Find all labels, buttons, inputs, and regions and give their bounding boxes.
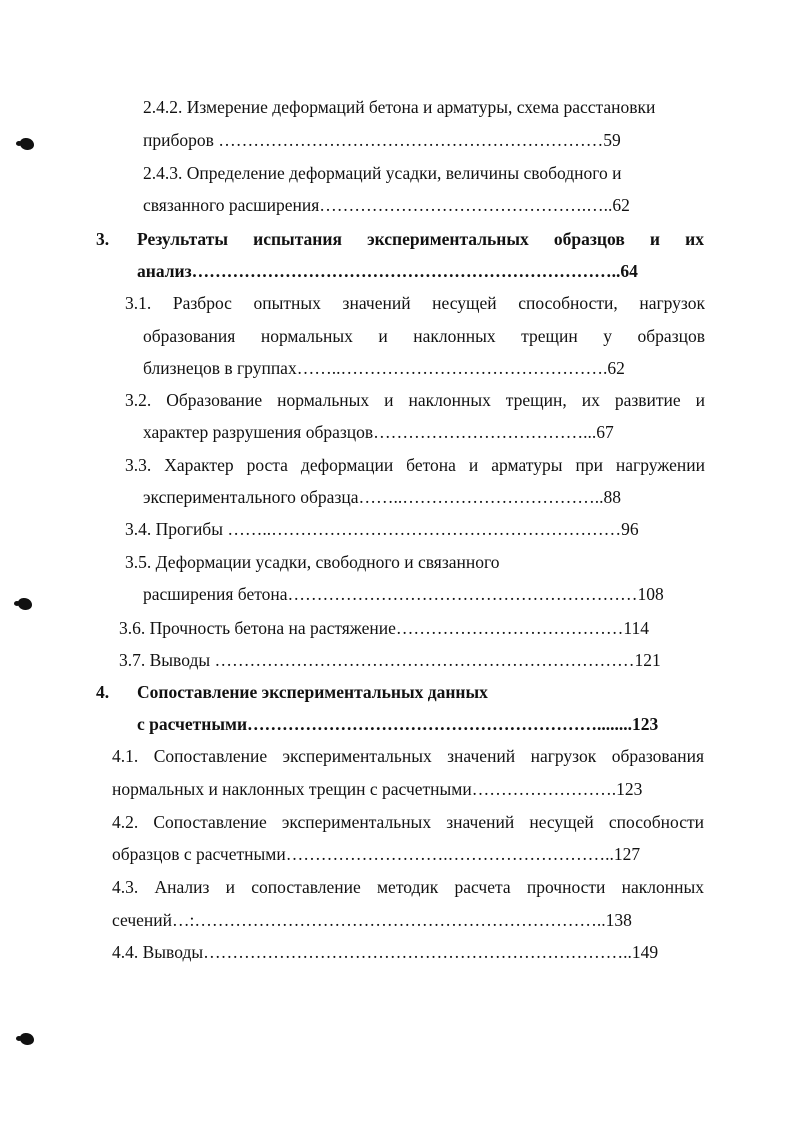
toc-entry-4-2-line1: 4.2. Сопоставление экспериментальных значений несущей способности xyxy=(112,812,704,832)
toc-chapter-4-number: 4. xyxy=(96,682,110,702)
toc-entry-3-1-line1: 3.1. Разброс опытных значений несущей способности, нагрузок xyxy=(125,293,705,313)
toc-entry-3-6: 3.6. Прочность бетона на растяжение…………………………………114 xyxy=(119,618,650,638)
toc-entry-3-2-line2: характер разрушения образцов………………………………...67 xyxy=(143,422,614,442)
toc-entry-3-5-line2: расширения бетона……………………………………………………108 xyxy=(143,584,664,604)
toc-entry-2-4-2-line2: приборов …………………………………………………………59 xyxy=(143,130,621,150)
toc-chapter-4-title-line2: с расчетными……………………………………………………........123 xyxy=(137,714,659,734)
toc-entry-4-1-line2: нормальных и наклонных трещин с расчетными…………………….123 xyxy=(112,779,643,799)
toc-entry-3-3-line1: 3.3. Характер роста деформации бетона и арматуры при нагружении xyxy=(125,455,705,475)
toc-chapter-3-title: Результаты испытания экспериментальных образцов и их xyxy=(137,229,704,249)
toc-entry-4-3-line1: 4.3. Анализ и сопоставление методик расчета прочности наклонных xyxy=(112,877,704,897)
toc-entry-3-2-line1: 3.2. Образование нормальных и наклонных трещин, их развитие и xyxy=(125,390,705,410)
toc-entry-4-2-line2: образцов с расчетными……………………….………………………..127 xyxy=(112,844,641,864)
toc-entry-3-1-line3: близнецов в группах……..……………………………………….62 xyxy=(143,358,625,378)
binder-hole-mark-bottom xyxy=(20,1033,34,1045)
toc-entry-2-4-2-line1: 2.4.2. Измерение деформаций бетона и арматуры, схема расстановки xyxy=(143,97,656,117)
toc-chapter-4-title: Сопоставление экспериментальных данных xyxy=(137,682,488,702)
toc-chapter-3-title-line2: анализ………………………………………………………………..64 xyxy=(137,261,638,281)
binder-hole-mark-top xyxy=(20,138,34,150)
toc-entry-3-7: 3.7. Выводы ………………………………………………………………121 xyxy=(119,650,661,670)
toc-entry-2-4-3-line1: 2.4.3. Определение деформаций усадки, величины свободного и xyxy=(143,163,622,183)
toc-entry-4-3-line2: сечений…:……………………………………………………………..138 xyxy=(112,910,632,930)
toc-chapter-3-number: 3. xyxy=(96,229,110,249)
toc-entry-3-3-line2: экспериментального образца……..……………………………..88 xyxy=(143,487,621,507)
toc-entry-4-1-line1: 4.1. Сопоставление экспериментальных значений нагрузок образования xyxy=(112,746,704,766)
toc-entry-3-1-line2: образования нормальных и наклонных трещин у образцов xyxy=(143,326,705,346)
toc-entry-3-5-line1: 3.5. Деформации усадки, свободного и связанного xyxy=(125,552,500,572)
toc-entry-3-4: 3.4. Прогибы ……..……………………………………………………96 xyxy=(125,519,639,539)
toc-entry-2-4-3-line2: связанного расширения……………………………………….…..62 xyxy=(143,195,630,215)
toc-entry-4-4: 4.4. Выводы………………………………………………………………..149 xyxy=(112,942,659,962)
binder-hole-mark-middle xyxy=(18,598,32,610)
